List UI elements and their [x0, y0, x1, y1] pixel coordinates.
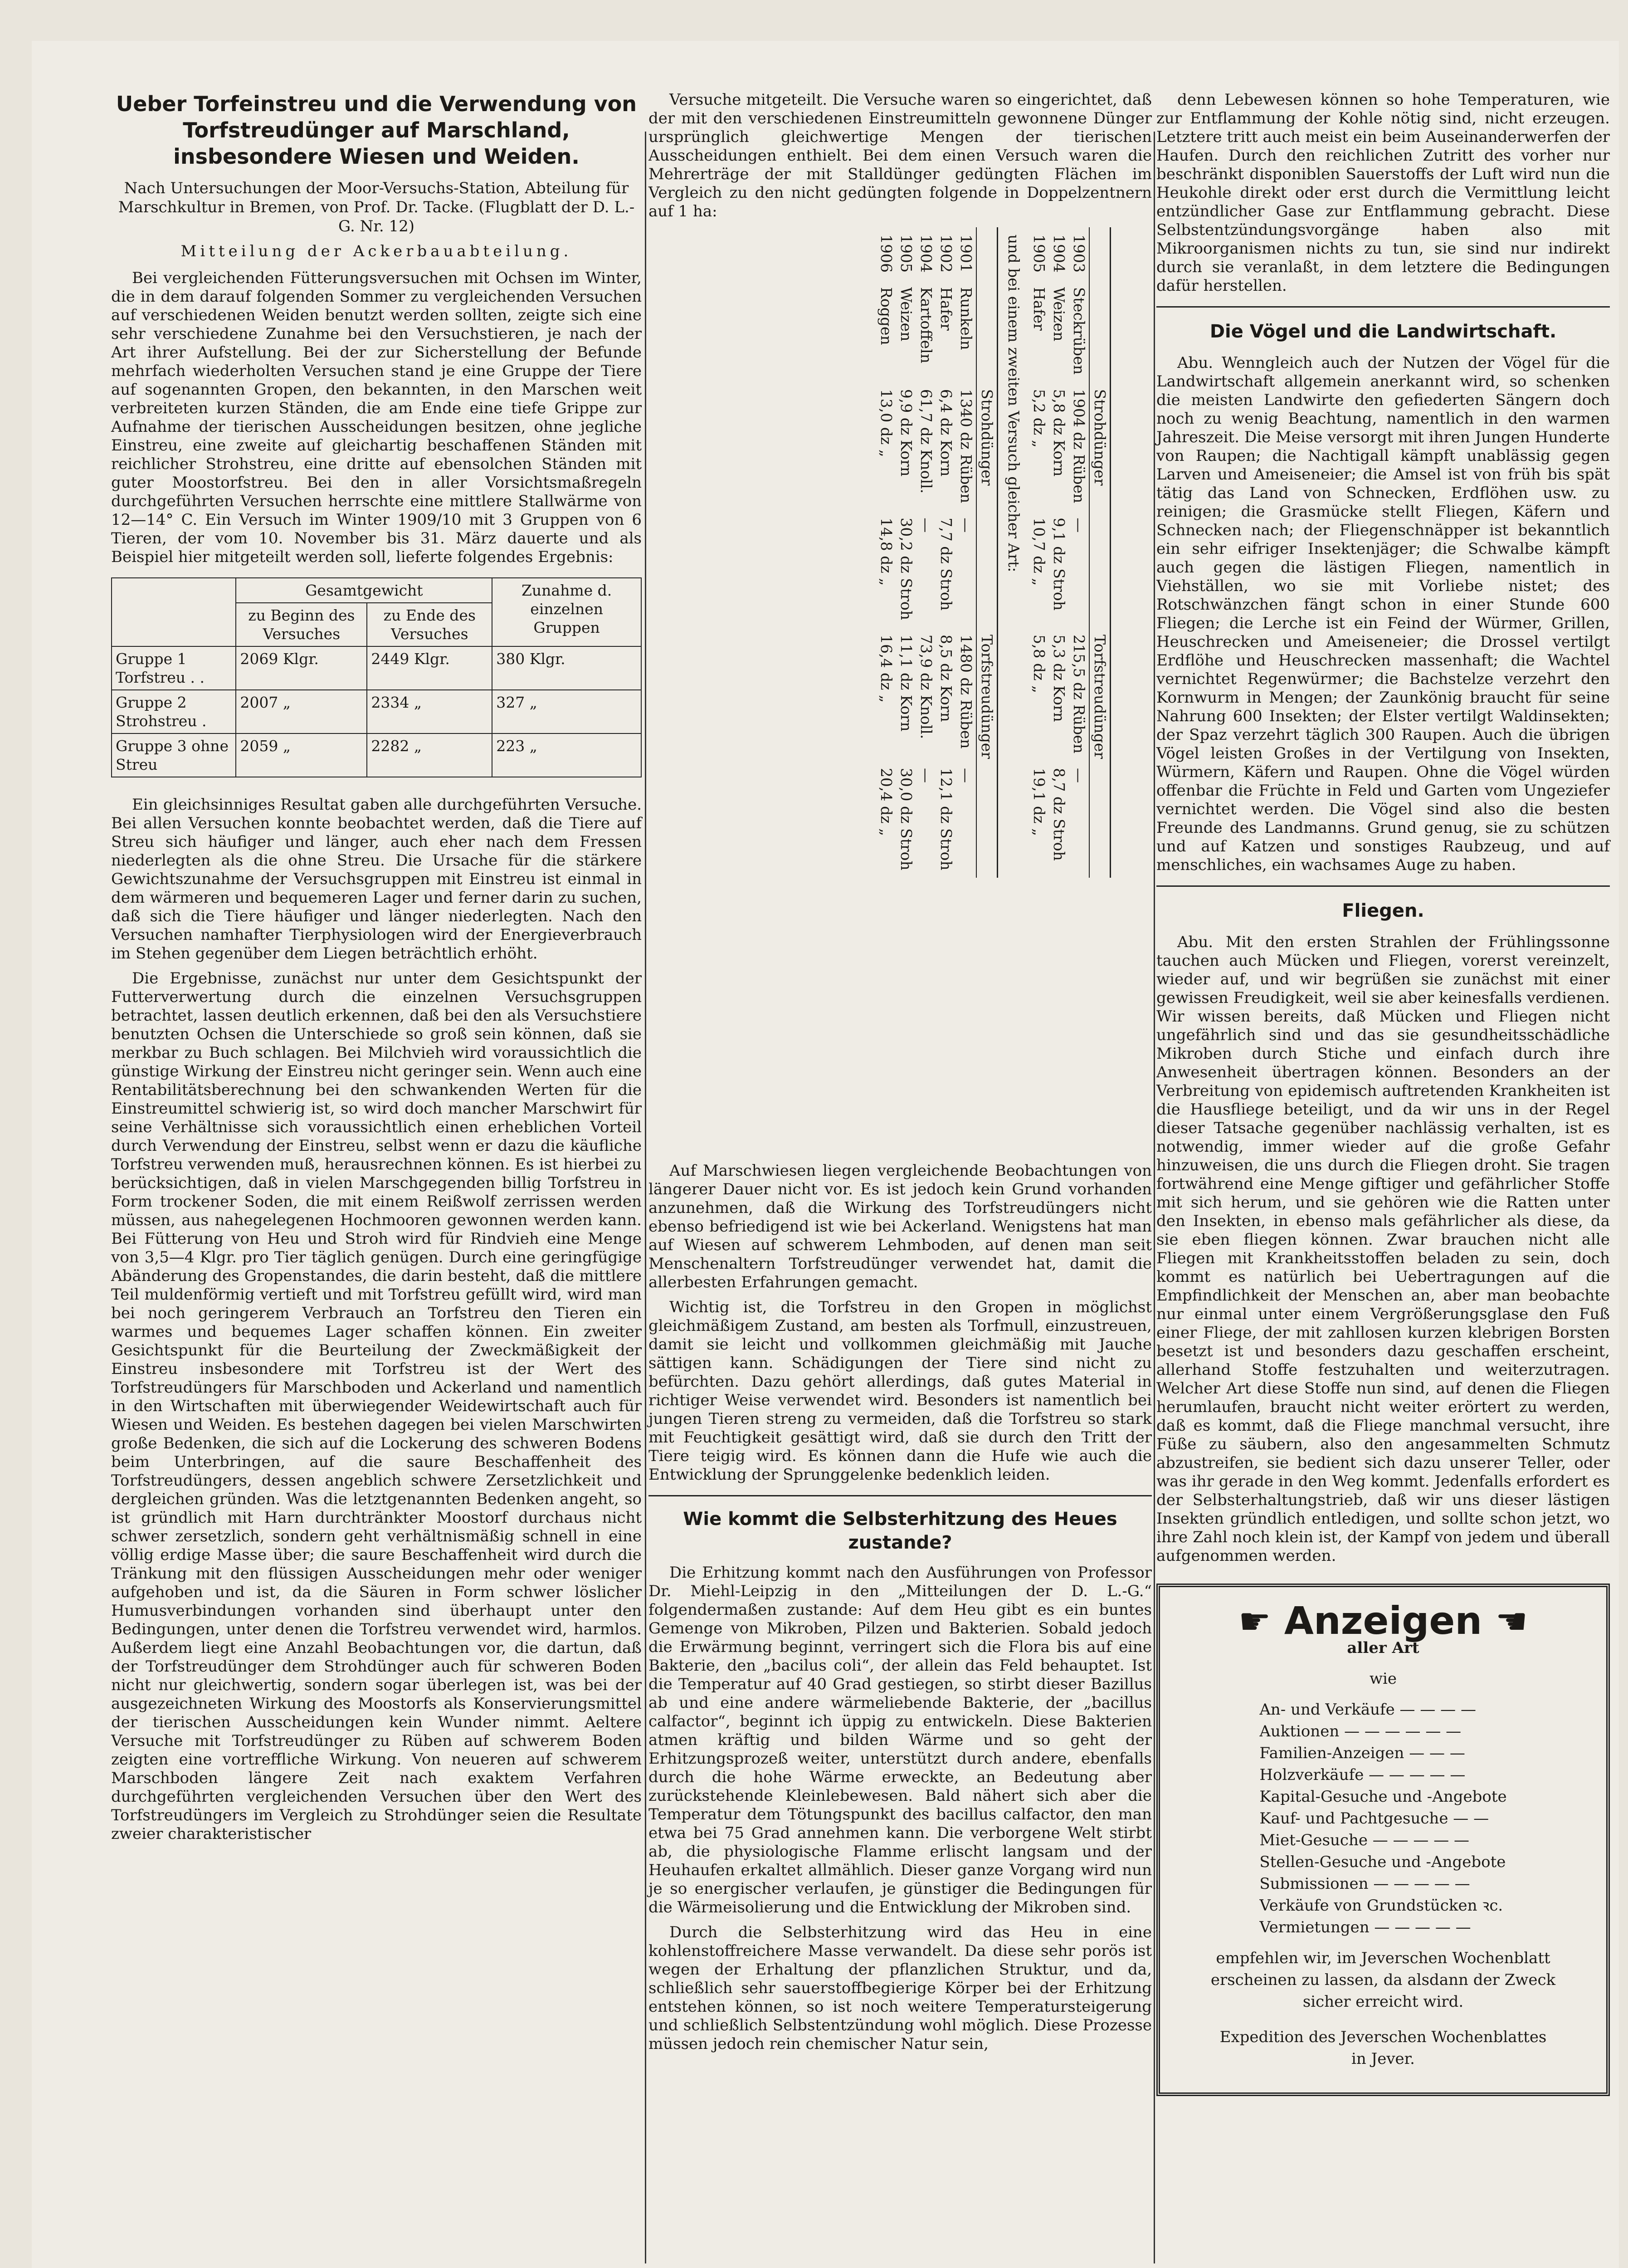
table-caption: und bei einem zweiten Versuch gleicher Art:	[1005, 235, 1023, 572]
column-rule	[1154, 132, 1155, 2263]
paragraph: Wichtig ist, die Torfstreu in den Gropen in möglichst gleichmäßigem Zustand, am besten als Torfmull, einzustreuen, damit sie leicht und vollkommen gleichmäßig mit Jauche sättigen kann. Schädigungen der Tiere sind nicht zu befürchten. Dazu gehört allerdings, daß gutes Material in richtiger Weise verwendet wird. Besonders ist namentlich bei jungen Tieren streng zu vermeiden, daß die Torfstreu so stark mit Feuchtigkeit gesättigt wird, daß sie durch den Tritt der Tiere teigig wird. Es können dann die Hufe wie auch die Entwicklung der Sprunggelenke bedenklich leiden.	[648, 1298, 1152, 1484]
table-cell: 6,4 dz Korn	[937, 389, 955, 477]
table-cell: 2007 „	[236, 690, 367, 733]
table-cell: 8,5 dz Korn	[937, 635, 955, 722]
rotated-table-region	[648, 227, 1152, 1148]
list-item: Verkäufe von Grundstücken ꝛc.	[1259, 1897, 1503, 1915]
list-item: An- und Verkäufe — — — —	[1259, 1701, 1476, 1719]
table-cell: Runkeln	[957, 287, 975, 350]
paragraph: Bei vergleichenden Fütterungsversuchen mit Ochsen im Winter, die in dem darauf folgenden Sommer zu vergleichenden Versuchen auf verschiedenen Weiden benutzt werden sollten, zeigte sich eine sehr verschiedene Zunahme bei den Versuchstieren, je nach der Art ihrer Aufstellung. Bei der zur Sicherstellung der Befunde mehrfach wiederholten Versuchen stand je eine Gruppe der Tiere auf sogenannten Gropen, den bekannten, in den Marschen weit verbreiteten kurzen Ständen, die am Ende eine tiefe Grippe zur Aufnahme der tierischen Ausscheidungen besitzen, ohne jegliche Einstreu, eine zweite auf gleichartig beschaffenen Ständen mit reichlicher Strohstreu, eine dritte auf ebensolchen Ständen mit guter Moostorfstreu. Bei den in aller Vorsichtsmaßregeln durchgeführten Versuchen herrschte eine mittlere Stallwärme von 12—14° C. Ein Versuch im Winter 1909/10 mit 3 Gruppen von 6 Tieren, der vom 10. November bis 31. März dauerte und als Beispiel hier mitgeteilt werden soll, lieferte folgendes Ergebnis:	[111, 269, 642, 566]
table-row	[956, 227, 976, 878]
list-item: Holzverkäufe — — — — —	[1259, 1766, 1466, 1784]
table-cell: 73,9 dz Knoll.	[917, 635, 935, 739]
table-cell: Hafer	[937, 287, 955, 331]
table-cell: 1903	[1070, 235, 1088, 273]
paragraph: Auf Marschwiesen liegen vergleichende Beobachtungen von längerer Dauer nicht vor. Es ist jedoch kein Grund vorhanden anzunehmen, daß die Wirkung des Torfstreudüngers nicht ebenso befriedigend ist wie bei Ackerland. Wenigstens hat man auf Wiesen auf schwerem Lehmboden, auf denen man seit Menschenaltern Torfstreudünger verwendet hat, damit die allerbesten Erfahrungen gemacht.	[648, 1162, 1152, 1291]
ad-text: sicher erreicht wird.	[1302, 1993, 1464, 2011]
table-cell: —	[957, 768, 975, 783]
table-header: Zunahme d. einzelnen Gruppen	[492, 578, 641, 646]
table-cell: 380 Klgr.	[492, 646, 641, 690]
ad-text: erscheinen zu lassen, da alsdann der Zweck	[1210, 1971, 1556, 1989]
newspaper-page	[32, 41, 1619, 2268]
table-header: Strohdünger	[976, 382, 998, 627]
table-cell: 30,2 dz Stroh	[897, 518, 915, 621]
article-title: Ueber Torfeinstreu und die Verwendung von Torfstreudünger auf Marschland, insbesondere Wiesen und Weiden.	[116, 92, 637, 169]
list-item: Auktionen — — — — — —	[1259, 1722, 1462, 1740]
table-cell: 14,8 dz „	[877, 518, 895, 586]
column-rule	[645, 132, 646, 2263]
table-corner	[112, 578, 236, 646]
table-header: Torfstreudünger	[976, 627, 998, 878]
ad-title	[1178, 1598, 1588, 1643]
table-row	[936, 227, 956, 878]
table-header: Gesamtgewicht	[236, 578, 492, 603]
table-cell: 2069 Klgr.	[236, 646, 367, 690]
advertisement-box	[1156, 1584, 1610, 2096]
column-3	[1156, 91, 1610, 2096]
table-cell: 7,7 dz Stroh	[937, 518, 955, 611]
article-title: Die Vögel und die Landwirtschaft.	[1209, 321, 1557, 342]
table-row	[896, 227, 916, 878]
table-cell: 9,1 dz Stroh	[1050, 518, 1068, 611]
table-cell: —	[1070, 768, 1088, 783]
table-row	[1069, 227, 1089, 878]
list-item: Miet-Gesuche — — — — —	[1259, 1831, 1470, 1849]
list-item: Vermietungen — — — — —	[1259, 1918, 1471, 1936]
ad-text: empfehlen wir, im Jeverschen Wochenblatt	[1216, 1949, 1550, 1967]
list-item: Stellen-Gesuche und -Angebote	[1259, 1853, 1506, 1871]
article-department: Mitteilung der Ackerbauabteilung.	[180, 242, 572, 260]
table-cell: —	[917, 768, 935, 783]
table-cell: Gruppe 2 Strohstreu .	[112, 690, 236, 733]
pointing-hand-icon: ☚	[1495, 1600, 1528, 1642]
table-row	[916, 227, 936, 878]
table-cell: 10,7 dz „	[1030, 518, 1048, 586]
table-cell: 13,0 dz „	[877, 389, 895, 457]
table-cell: 1904	[1050, 235, 1068, 273]
table-row	[1029, 227, 1049, 878]
article-source: Nach Untersuchungen der Moor-Versuchs-Station, Abteilung für Marschkultur in Bremen, von Prof. Dr. Tacke. (Flugblatt der D. L.-G. Nr. 12)	[118, 179, 635, 235]
paragraph: Die Ergebnisse, zunächst nur unter dem Gesichtspunkt der Futterverwertung durch die einzelnen Versuchsgruppen betrachtet, lassen deutlich erkennen, daß bei den als Versuchstiere benutzten Ochsen die Unterschiede so groß sein können, daß sie merkbar zu Buch schlagen. Bei Milchvieh wird voraussichtlich die günstige Wirkung der Einstreu nicht geringer sein. Wenn auch eine Rentabilitätsberechnung bei den schwankenden Werten für die Einstreumittel schwierig ist, so wird doch mancher Marschwirt für seine Verhältnisse sich voraussichtlich einen erheblichen Vorteil durch Verwendung der Einstreu, selbst wenn er dazu die käufliche Torfstreu verwenden muß, herausrechnen können. Es ist hierbei zu berücksichtigen, daß in vielen Marschgegenden billig Torfstreu in Form trockener Soden, die mit einem Reißwolf zerrissen werden müssen, aus nahegelegenen Hochmooren gewonnen werden kann. Bei Fütterung von Heu und Stroh wird für Rindvieh eine Menge von 3,5—4 Klgr. pro Tier täglich genügen. Durch eine geringfügige Abänderung des Gropenstandes, die darin besteht, daß die mittlere Teil muldenförmig vertieft und mit Torfstreu gefüllt wird, wird man bei noch geringerem Verbrauch an Torfstreu den Tieren ein warmes und bequemes Lager schaffen können. Ein zweiter Gesichtspunkt für die Beurteilung der Zweckmäßigkeit der Einstreu insbesondere mit Torfstreu ist der Wert des Torfstreudüngers für Marschboden und Ackerland und namentlich in den Wirtschaften mit überwiegender Weidewirtschaft auch für Wiesen und Weiden. Es bestehen dagegen bei vielen Marschwirten große Bedenken, die sich auf die Lockerung des schweren Bodens beim Unterbringen, auf die saure Beschaffenheit des Torfstreudüngers, dessen angeblich schwere Zersetzlichkeit und dergleichen gründen. Was die letztgenannten Bedenken angeht, so ist gründlich mit Harn durchtränkter Moostorf durchaus nicht schwer zersetzlich, sondern geht verhältnismäßig schnell in eine völlig erdige Masse über; die saure Beschaffenheit wird durch die Tränkung mit den flüssigen Ausscheidungen mehr oder weniger aufgehoben und ist, da die Säuren in Form schwer löslicher Humusverbindungen vorhanden sind überhaupt unter den Bedingungen, unter denen die Torfstreu verwendet wird, harmlos. Außerdem liegt eine Anzahl Beobachtungen vor, die dartun, daß der Torfstreudünger dem Strohdünger auch für schweren Boden nicht nur gleichwertig, sondern sogar überlegen ist, was bei der ausgezeichneten Wirkung des Moostorfs als Konservierungsmittel der tierischen Ausscheidungen kein Wunder nimmt. Aeltere Versuche mit Torfstreudünger zu Rüben auf schwerem Boden zeigten eine vortreffliche Wirkung. Von neueren auf schwerem Marschboden längere Zeit nach exaktem Verfahren durchgeführten vergleichenden Versuchen über den Wert des Torfstreudüngers im Vergleich zu Strohdünger seien die Resultate zweier charakteristischer	[111, 969, 642, 1843]
table-cell: 327 „	[492, 690, 641, 733]
table-cell: 9,9 dz Korn	[897, 389, 915, 477]
table-cell: Gruppe 3 ohne Streu	[112, 733, 236, 777]
list-item: Kauf- und Pachtgesuche — —	[1259, 1809, 1489, 1828]
table-cell: 1902	[937, 235, 955, 273]
table-cell: 5,3 dz Korn	[1050, 635, 1068, 722]
table-cell: 1480 dz Rüben	[957, 635, 975, 749]
table-cell: Weizen	[1050, 287, 1068, 342]
table-cell: 223 „	[492, 733, 641, 777]
table-row	[112, 690, 641, 733]
table-cell: 20,4 dz „	[877, 768, 895, 836]
table-cell: 2334 „	[367, 690, 492, 733]
table-header: Torfstreudünger	[1089, 627, 1111, 878]
table-cell: 5,2 dz „	[1030, 389, 1048, 448]
article-title: Wie kommt die Selbsterhitzung des Heues zustande?	[683, 1509, 1117, 1553]
column-2	[648, 91, 1152, 2060]
divider	[1156, 306, 1610, 308]
paragraph: Abu. Wenngleich auch der Nutzen der Vögel für die Landwirtschaft allgemein anerkannt wird, so schenken die meisten Landwirte den gefiederten Sängern doch noch zu wenig Beachtung, namentlich in den warmen Jahreszeit. Die Meise versorgt mit ihren Jungen Hunderte von Raupen; die Nachtigall kämpft unablässig gegen Larven und Ameiseneier; die Amsel ist von früh bis spät tätig das Land von Schnecken, Erdflöhen usw. zu reinigen; die Grasmücke stellt Fliegen, Käfern und Schnecken nach; der Fliegenschnäpper ist bekanntlich ein sehr eifriger Insektenjäger; die Schwalbe kämpft auch gegen die lästigen Fliegen, namentlich in Viehställen, wo sie mit Vorliebe nistet; des Rotschwänzchen fängt schon in einer Stunde 600 Fliegen; die Lerche ist ein Feind der Würmer, Grillen, Heuschrecken und Ameiseneier; die Drossel vertilgt Erdflöhe und Heuschrecken massenhaft; die Wachtel vernichtet Regenwürmer; die Bachstelze verzehrt den Kornwurm in Mengen; der Zaunkönig braucht für seine Nahrung 600 Insekten; der Elster vertilgt Waldinsekten; der Spaz verzehrt täglich 300 Raupen. Auch die übrigen Vögel leisten Großes in der Vertilgung von Insekten, Würmern, Käfern und Raupen. Ohne die Vögel würden offenbar die Früchte in Feld und Garten vom Ungeziefer vernichtet werden. Die Vögel sind also die besten Freunde des Landmanns. Grund genug, sie zu schützen und auf Katzen und sonstiges Raubzeug, und auf menschliches, ein wachsames Auge zu haben.	[1156, 354, 1610, 874]
table-cell: 12,1 dz Stroh	[937, 768, 955, 870]
ad-subtitle: aller Art	[1347, 1639, 1419, 1657]
paragraph: Versuche mitgeteilt. Die Versuche waren so eingerichtet, daß der mit den verschiedenen Einstreumitteln gewonnene Dünger ursprünglich gleichwertige Mengen der tierischen Ausscheidungen enthielt. Bei dem einen Versuch waren die Mehrerträge der mit Stalldünger gedüngten Flächen im Vergleich zu den nicht gedüngten folgende in Doppelzentnern auf 1 ha:	[648, 91, 1152, 220]
table-cell: 1904	[917, 235, 935, 273]
yield-table	[739, 227, 1111, 1134]
table-cell: Roggen	[877, 287, 895, 345]
table-cell: Gruppe 1 Torfstreu . .	[112, 646, 236, 690]
list-item: Familien-Anzeigen — — —	[1259, 1744, 1465, 1762]
table-cell: Steckrüben	[1070, 287, 1088, 375]
paragraph: Die Erhitzung kommt nach den Ausführungen von Professor Dr. Miehl-Leipzig in den „Mitteilungen der D. L.-G.“ folgendermaßen zustande: Auf dem Heu gibt es ein buntes Gemenge von Mikroben, Pilzen und Bakterien. Sobald jedoch die Erwärmung beginnt, verringert sich die Flora bis auf eine Bakterie, den „bacilus coli“, der allein das Feld behauptet. Ist die Temperatur auf 40 Grad gestiegen, so stirbt dieser Bazillus ab und eine andere wärmeliebende Bakterie, der „bacillus calfactor“, beginnt ich üppig zu entwickeln. Diese Bakterien atmen kräftig und bilden Wärme und so geht der Erhitzungsprozeß weiter, unterstützt durch andere, ebenfalls durch die hohe Wärme erweckte, an Bedeutung aber zurückstehende Kleinlebewesen. Bald nähert sich aber die Temperatur dem Tötungspunkt des bacillus calfactor, den man etwa bei 75 Grad annehmen kann. Die verborgene Welt stirbt ab, die physiologische Flamme erlischt langsam und der Heuhaufen erkaltet allmählich. Dieser ganze Vorgang wird nun je so energischer verlaufen, je günstiger die Bedingungen für die Wärmeisolierung und die Entwicklung der Mikroben sind.	[648, 1564, 1152, 1916]
divider	[1156, 885, 1610, 887]
table-cell: 2059 „	[236, 733, 367, 777]
table-cell: —	[917, 518, 935, 533]
table-row	[876, 227, 896, 878]
table-cell: 1901	[957, 235, 975, 273]
table-cell: 215,5 dz Rüben	[1070, 635, 1088, 753]
ad-wie: wie	[1369, 1670, 1397, 1688]
paragraph: denn Lebewesen können so hohe Temperaturen, wie zur Entflammung der Kohle nötig sind, nicht erzeugen. Letztere tritt auch meist ein beim Auseinanderwerfen der Haufen. Durch den reichlichen Zutritt des vorher nur beschränkt disponiblen Sauerstoffs der Luft wird nun die Heukohle direkt oder erst durch die Vermittlung leicht entzündlicher Gase zur Entflammung gebracht. Diese Selbstentzündungsvorgänge haben also mit Mikroorganismen nichts zu tun, sie sind nur indirekt durch sie veranlaßt, in dem letztere die Bedingungen dafür herstellen.	[1156, 91, 1610, 295]
list-item: Kapital-Gesuche und -Angebote	[1259, 1788, 1507, 1806]
table-cell: 1340 dz Rüben	[957, 389, 975, 503]
table-cell: Kartoffeln	[917, 287, 935, 363]
paragraph: Abu. Mit den ersten Strahlen der Frühlingssonne tauchen auch Mücken und Fliegen, vorerst vereinzelt, wieder auf, und wir begrüßen sie zunächst mit einer gewissen Freudigkeit, weil sie aber keinesfalls verdienen. Wir wissen bereits, daß Mücken und Fliegen nicht ungefährlich sind und das sie gesundheitsschädliche Mikroben durch Stiche und einfach durch ihre Anwesenheit übertragen können. Besonders an der Verbreitung von epidemisch auftretenden Krankheiten ist die Hausfliege beteiligt, und da wir uns in der Regel dieser Tatsache gegenüber nachlässig verhalten, ist es notwendig, immer wieder auf die große Gefahr hinzuweisen, die uns durch die Fliegen droht. Sie tragen fortwährend eine Menge giftiger und gefährlicher Stoffe mit sich herum, und sie gehören wie die Ratten unter den Insekten, in ebenso mals gefährlicher als diese, da sie eben fliegen können. Zwar brauchen nicht alle Fliegen mit Krankheitsstoffen beladen zu sein, doch kommt es natürlich bei Uebertragungen auf die Empfindlichkeit der Menschen an, aber man beobachte nur einmal unter einem Vergrößerungsglase den Fuß einer Fliege, der mit zahllosen kurzen klebrigen Borsten besetzt ist und besonders dazu geschaffen erscheint, allerhand Stoffe festzuhalten und weiterzutragen. Welcher Art diese Stoffe nun sind, auf denen die Fliegen herumlaufen, braucht nicht weiter erörtert zu werden, daß es kommt, daß die Fliege manchmal versucht, ihre Füße zu säubern, also den angesammelten Schmutz abzustreifen, sie bedient sich dazu unserer Teller, oder was ihr gerade in den Weg kommt. Jedenfalls erfordert es der Selbsterhaltungstrieb, daß wir uns dieser lästigen Insekten gründlich entledigen, und sollte schon jetzt, wo ihre Zahl noch klein ist, der Kampf von jedem und überall aufgenommen werden.	[1156, 933, 1610, 1565]
table-row	[112, 646, 641, 690]
paragraph: Ein gleichsinniges Resultat gaben alle durchgeführten Versuche. Bei allen Versuchen konnte beobachtet werden, daß die Tiere auf Streu sich häufiger und länger, auch eher nach dem Fressen niederlegten als die ohne Streu. Die Ursache für die stärkere Gewichtszunahme der Versuchsgruppen mit Einstreu ist einmal in dem wärmeren und bequemeren Lager und ferner darin zu suchen, daß sich die Tiere häufiger und länger niederlegten. Nach den Versuchen namhafter Tierphysiologen wird der Energieverbrauch im Stehen gegenüber dem Liegen beträchtlich erhöht.	[111, 796, 642, 963]
table-cell: 1905	[897, 235, 915, 273]
table-cell: 30,0 dz Stroh	[897, 768, 915, 870]
paragraph: Durch die Selbsterhitzung wird das Heu in eine kohlenstoffreichere Masse verwandelt. Da diese sehr porös ist wegen der Erhaltung der pflanzlichen Struktur, und da, schließlich sehr sauerstoffbegierige Körper bei der Erhitzung entstehen können, so ist noch weitere Temperatursteigerung und schließlich Selbstentzündung wohl möglich. Diese Prozesse müssen jedoch rein chemischer Natur sein,	[648, 1923, 1152, 2053]
table-cell: Hafer	[1030, 287, 1048, 331]
table-cell: 2449 Klgr.	[367, 646, 492, 690]
table-cell: 1905	[1030, 235, 1048, 273]
list-item: Submissionen — — — — —	[1259, 1875, 1470, 1893]
table-cell: 2282 „	[367, 733, 492, 777]
table-cell: 11,1 dz Korn	[897, 635, 915, 732]
table-cell: 61,7 dz Knoll.	[917, 389, 935, 494]
divider	[648, 1495, 1152, 1496]
table-cell: 19,1 dz „	[1030, 768, 1048, 836]
table-cell: 5,8 dz „	[1030, 635, 1048, 694]
ad-signature: in Jever.	[1351, 2050, 1415, 2068]
ad-signature: Expedition des Jeverschen Wochenblattes	[1219, 2028, 1547, 2046]
table-header: zu Ende des Versuches	[367, 603, 492, 646]
pointing-hand-icon: ☛	[1238, 1600, 1271, 1642]
table-row	[112, 733, 641, 777]
table-cell: Weizen	[897, 287, 915, 342]
table-cell: —	[1070, 518, 1088, 533]
table-cell: 16,4 dz „	[877, 635, 895, 703]
ad-list	[1259, 1699, 1506, 1938]
ad-title-text: Anzeigen	[1284, 1598, 1482, 1643]
table-cell: 1904 dz Rüben	[1070, 389, 1088, 503]
table-header: zu Beginn des Versuches	[236, 603, 367, 646]
table-cell: 8,7 dz Stroh	[1050, 768, 1068, 861]
table-cell: 1906	[877, 235, 895, 273]
weight-table	[111, 577, 642, 777]
column-1	[111, 91, 642, 1850]
article-title: Fliegen.	[1342, 900, 1424, 921]
table-row	[1049, 227, 1069, 878]
table-cell: 5,8 dz Korn	[1050, 389, 1068, 477]
table-header: Strohdünger	[1089, 382, 1111, 627]
table-cell: —	[957, 518, 975, 533]
